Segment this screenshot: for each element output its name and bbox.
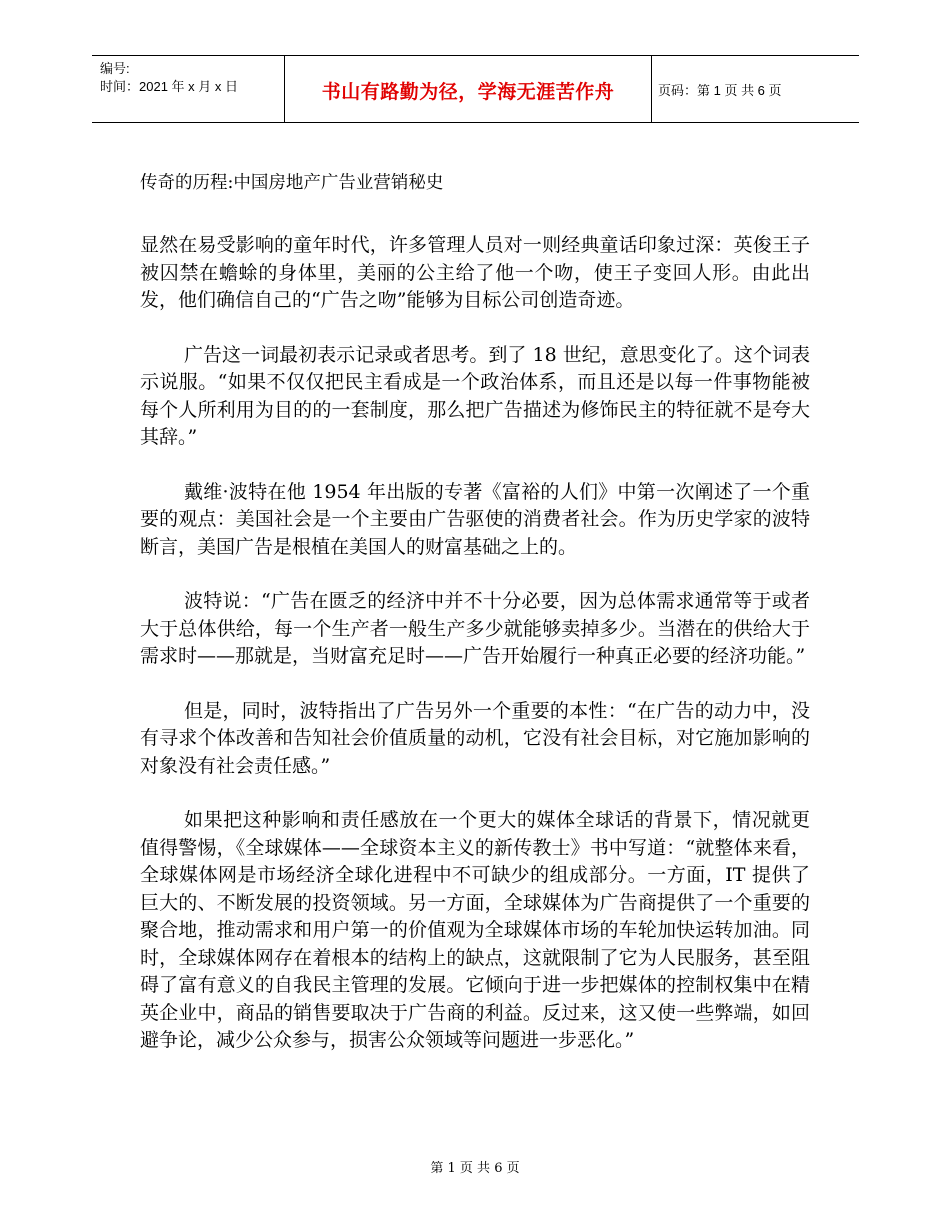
header-motto: 书山有路勤为径，学海无涯苦作舟 <box>321 81 615 103</box>
body-paragraph: 戴维·波特在他 1954 年出版的专著《富裕的人们》中第一次阐述了一个重要的观点：美国社会是一个主要由广告驱使的消费者社会。作为历史学家的波特断言，美国广告是根植在美国人的财富基础之上的。 <box>140 480 810 558</box>
body-paragraph: 广告这一词最初表示记录或者思考。到了 18 世纪，意思变化了。这个词表示说服。“如果不仅仅把民主看成是一个政治体系，而且还是以每一件事物能被每个人所利用为目的的一套制度，那么把广告描述为修饰民主的特征就不是夸大其辞。” <box>140 343 810 448</box>
header-divider <box>651 56 652 122</box>
document-body <box>140 232 810 1082</box>
document-number-label: 编号: <box>100 61 130 76</box>
document-time-label: 时间：2021 年 x 月 x 日 <box>100 79 238 94</box>
body-paragraph: 如果把这种影响和责任感放在一个更大的媒体全球话的背景下，情况就更值得警惕，《全球媒体——全球资本主义的新传教士》书中写道：“就整体来看，全球媒体网是市场经济全球化进程中不可缺少的组成部分。一方面，IT 提供了巨大的、不断发展的投资领域。另一方面，全球媒体为广告商提供了一个重要的聚合地，推动需求和用户第一的价值观为全球媒体市场的车轮加快运转加油。同时，全球媒体网存在着根本的结构上的缺点，这就限制了它为人民服务，甚至阻碍了富有意义的自我民主管理的发展。它倾向于进一步把媒体的控制权集中在精英企业中，商品的销售要取决于广告商的利益。反过来，这又使一些弊端，如回避争论，减少公众参与，损害公众领域等问题进一步恶化。” <box>140 809 810 1051</box>
document-title: 传奇的历程:中国房地产广告业营销秘史 <box>140 173 444 193</box>
header-divider <box>284 56 285 122</box>
page-footer: 第 1 页 共 6 页 <box>430 1161 520 1176</box>
header-page-info: 页码：第 1 页 共 6 页 <box>658 83 782 98</box>
header-meta <box>100 60 238 96</box>
page-header <box>92 55 859 123</box>
body-paragraph: 显然在易受影响的童年时代，许多管理人员对一则经典童话印象过深：英俊王子被囚禁在蟾蜍的身体里，美丽的公主给了他一个吻，使王子变回人形。由此出发，他们确信自己的“广告之吻”能够为目标公司创造奇迹。 <box>140 234 810 311</box>
body-paragraph: 但是，同时，波特指出了广告另外一个重要的本性：“在广告的动力中，没有寻求个体改善和告知社会价值质量的动机，它没有社会目标，对它施加影响的对象没有社会责任感。” <box>140 699 810 777</box>
body-paragraph: 波特说：“广告在匮乏的经济中并不十分必要，因为总体需求通常等于或者大于总体供给，每一个生产者一般生产多少就能够卖掉多少。当潜在的供给大于需求时——那就是，当财富充足时——广告开始履行一种真正必要的经济功能。” <box>140 590 810 667</box>
